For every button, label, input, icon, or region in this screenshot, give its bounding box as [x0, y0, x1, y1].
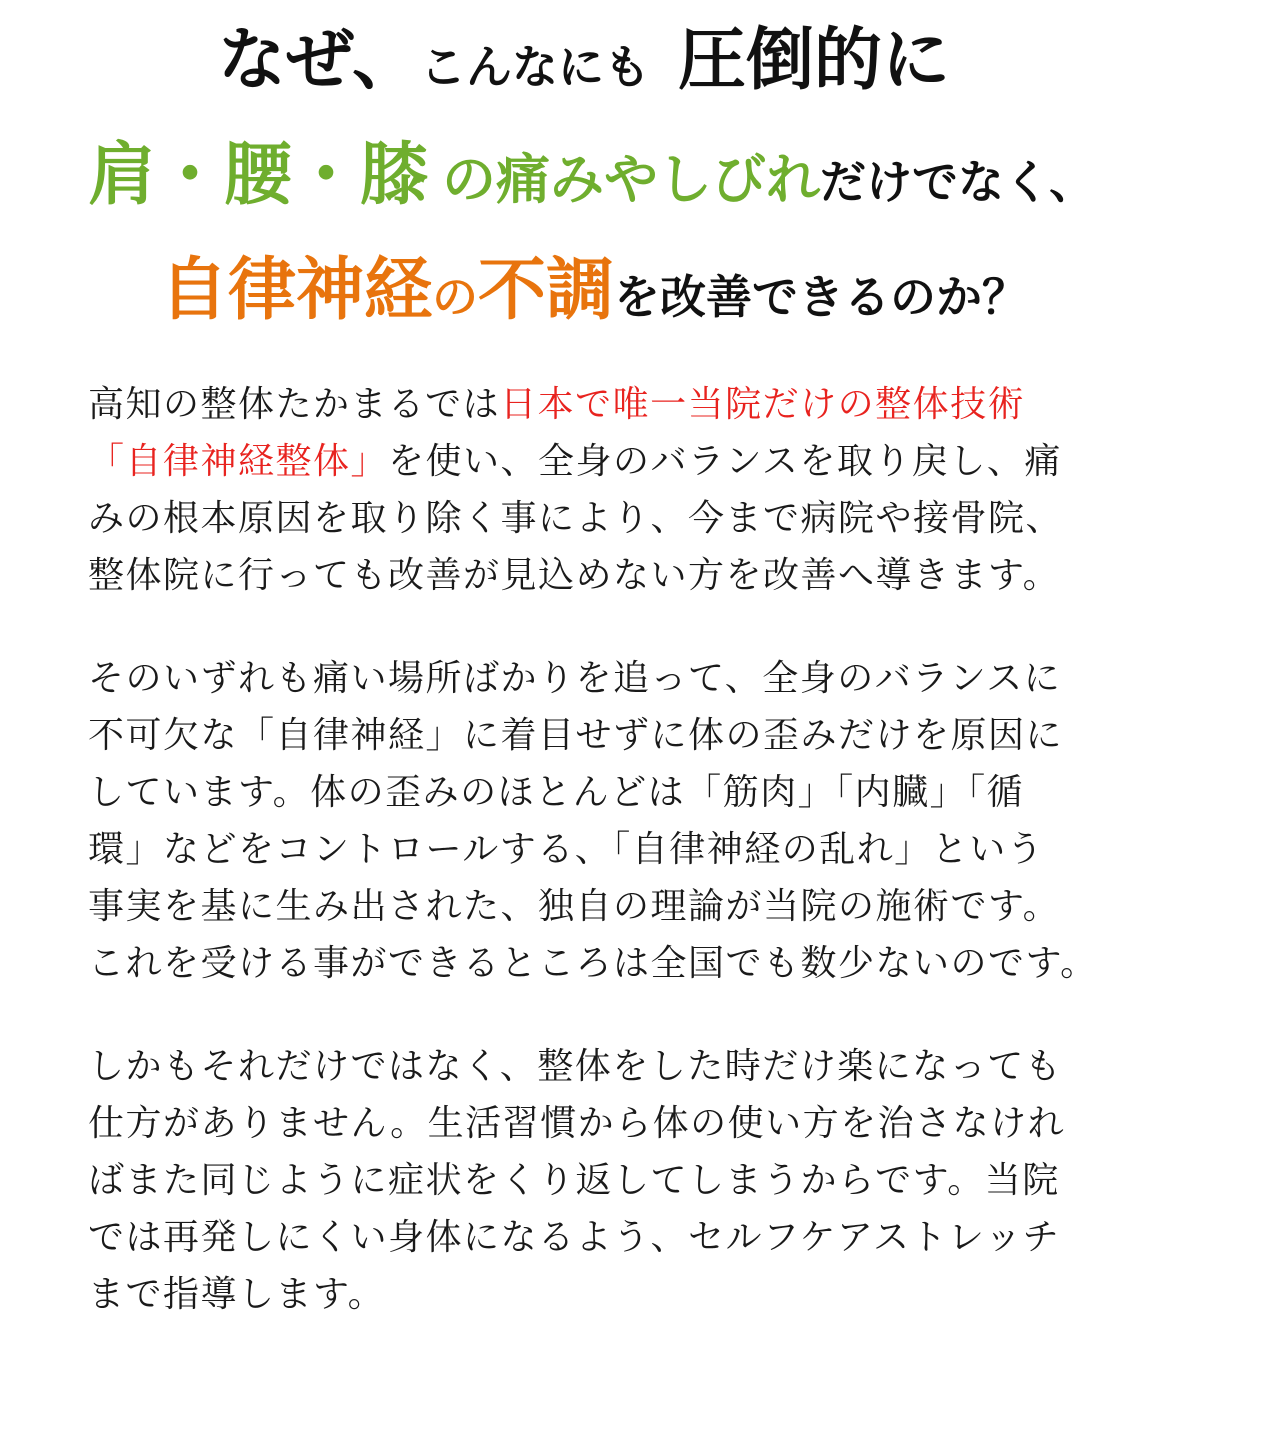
- headline-so-much: こんなにも: [419, 40, 650, 94]
- headline-disorder: 不調: [478, 250, 615, 330]
- paragraph-line: [88, 433, 1198, 490]
- headline-pain-numbness: の痛みやしびれ: [442, 147, 821, 211]
- headline-line-1: [218, 20, 950, 100]
- paragraph-line: 整体院に行っても改善が見込めない方を改善へ導きます。: [88, 555, 1061, 596]
- paragraph-intro: [88, 376, 1198, 604]
- paragraph-line: 事実を基に生み出された、独自の理論が当院の施術です。: [88, 886, 1061, 927]
- paragraph-line: これを受ける事ができるところは全国でも数少ないのです。: [88, 943, 1098, 984]
- unique-technique-highlight: 日本で唯一当院だけの整体技術: [500, 384, 1026, 425]
- paragraph-line: 仕方がありません。生活習慣から体の使い方を治さなけれ: [88, 1103, 1066, 1144]
- paragraph-self-care: [88, 1038, 1198, 1323]
- headline-can-improve: を改善できるのか？: [614, 270, 1029, 324]
- headline-why: なぜ、: [218, 20, 420, 100]
- headline-overwhelmingly: 圧倒的に: [677, 20, 950, 100]
- paragraph-line: まで指導します。: [88, 1274, 386, 1315]
- headline-line-3: [160, 250, 1029, 330]
- headline-line-2: [88, 135, 1096, 215]
- paragraph-line: しかもそれだけではなく、整体をした時だけ楽になっても: [88, 1046, 1063, 1087]
- intro-text: 高知の整体たかまるでは: [88, 384, 501, 425]
- paragraph-line: そのいずれも痛い場所ばかりを追って、全身のバランスに: [88, 658, 1062, 699]
- paragraph-explanation: [88, 650, 1198, 992]
- paragraph-line: 環」などをコントロールする、「自律神経の乱れ」という: [88, 829, 1045, 870]
- intro-text: を使い、全身のバランスを取り戻し、痛: [388, 441, 1062, 482]
- headline-particle-no: の: [432, 270, 479, 324]
- paragraph-line: みの根本原因を取り除く事により、今まで病院や接骨院、: [88, 498, 1064, 539]
- paragraph-line: 不可欠な「自律神経」に着目せずに体の歪みだけを原因に: [88, 715, 1064, 756]
- headline-body-parts: 肩・腰・膝: [88, 135, 429, 215]
- paragraph-line: [88, 376, 1198, 433]
- paragraph-line: しています。体の歪みのほとんどは「筋肉」「内臓」「循: [88, 772, 1025, 813]
- headline-not-only: だけでなく、: [820, 155, 1096, 209]
- paragraph-line: では再発しにくい身体になるよう、セルフケアストレッチ: [88, 1217, 1061, 1258]
- paragraph-line: ばまた同じように症状をくり返してしまうからです。当院: [88, 1160, 1060, 1201]
- headline-autonomic-nerves: 自律神経: [160, 250, 433, 330]
- technique-name-highlight: 「自律神経整体」: [88, 441, 389, 482]
